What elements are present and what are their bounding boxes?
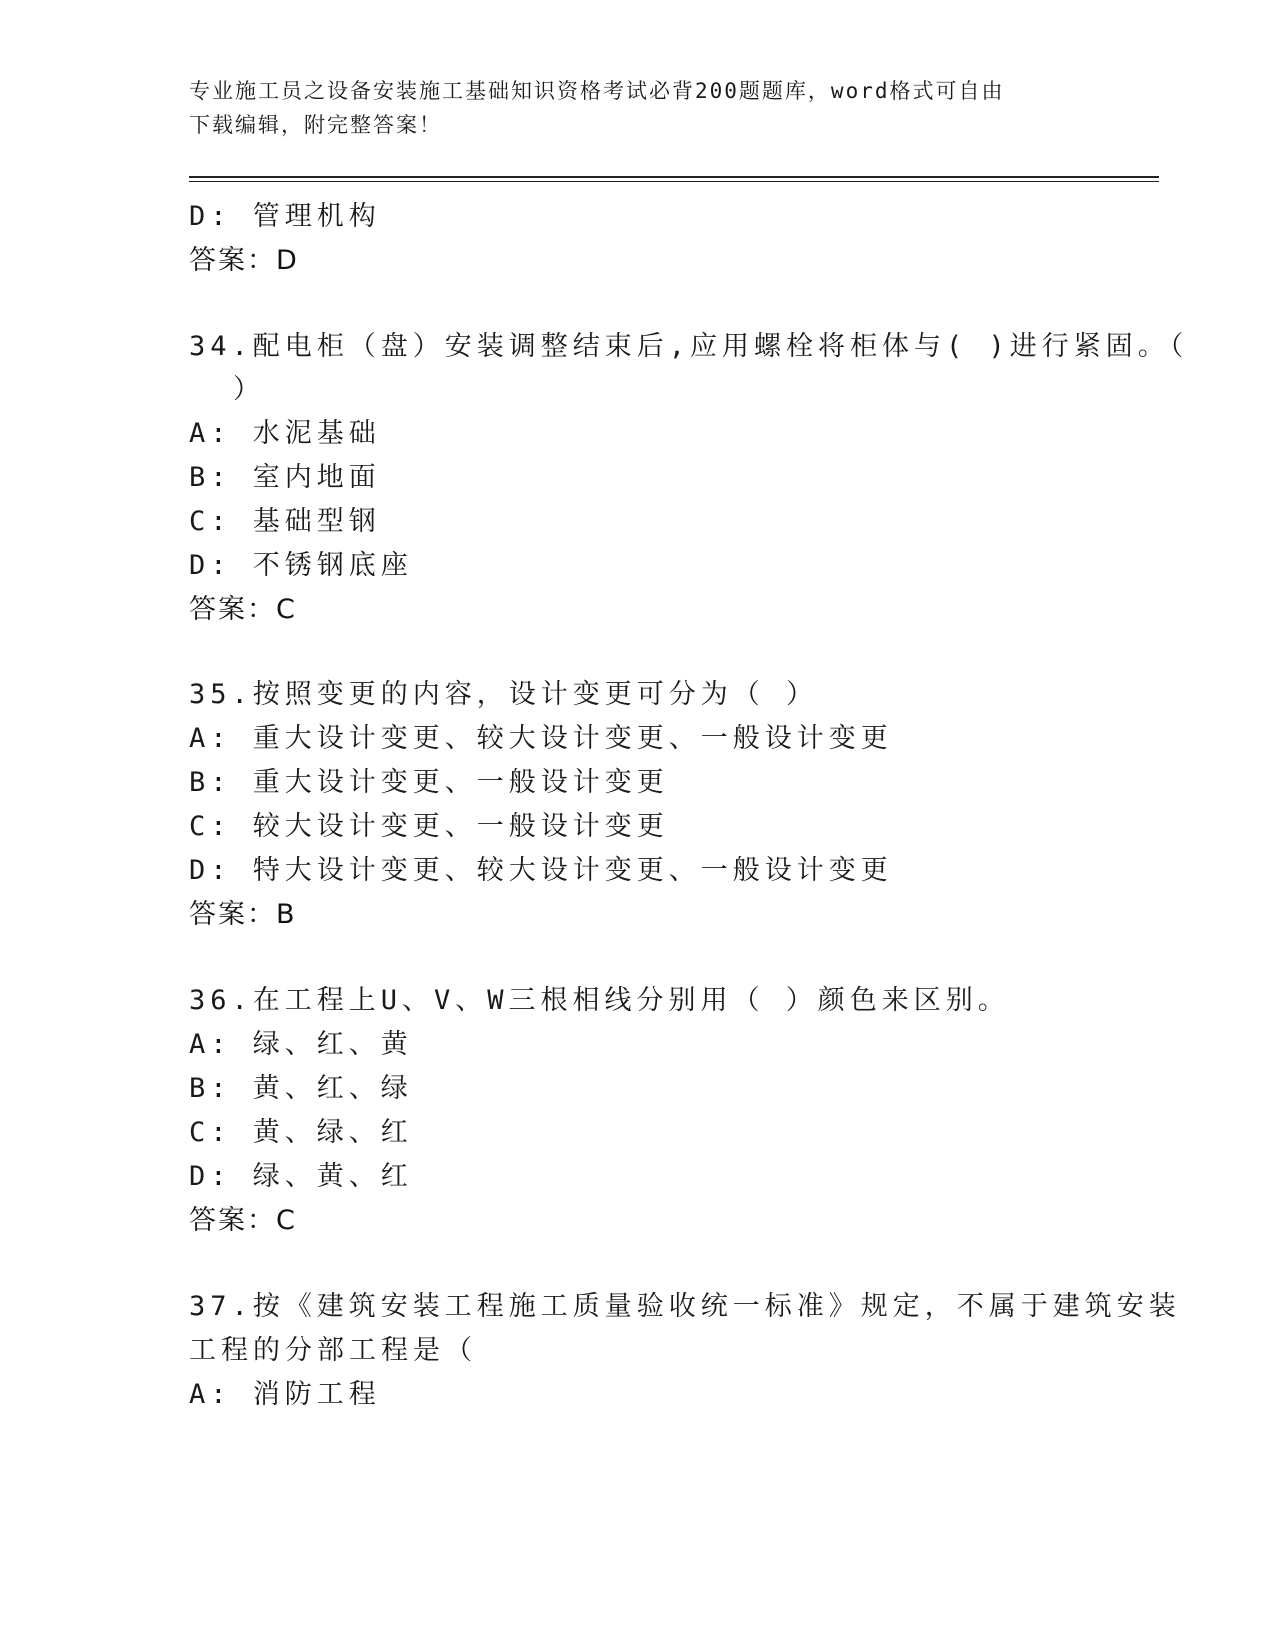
q36-option-a: A: 绿、红、黄 — [189, 1029, 413, 1060]
q35-option-c: C: 较大设计变更、一般设计变更 — [189, 811, 669, 842]
q35-stem: 35.按照变更的内容，设计变更可分为（ ） — [189, 679, 819, 710]
q34-answer: 答案：C — [189, 594, 297, 625]
q34-stem-line-2: ） — [233, 374, 265, 405]
q37-option-a: A: 消防工程 — [189, 1379, 381, 1410]
q34-option-c: C: 基础型钢 — [189, 506, 381, 537]
prev-option-d: D: 管理机构 — [189, 201, 381, 232]
q37-stem-line-1: 37.按《建筑安装工程施工质量验收统一标准》规定，不属于建筑安装 — [189, 1291, 1181, 1322]
q35-option-a: A: 重大设计变更、较大设计变更、一般设计变更 — [189, 723, 893, 754]
q35-option-b: B: 重大设计变更、一般设计变更 — [189, 767, 669, 798]
q37-stem-line-2: 工程的分部工程是（ — [189, 1335, 477, 1366]
prev-answer: 答案：D — [189, 245, 299, 276]
header-line-1: 专业施工员之设备安装施工基础知识资格考试必背200题题库，word格式可自由 — [189, 79, 1005, 103]
q34-option-a: A: 水泥基础 — [189, 418, 381, 449]
q36-option-d: D: 绿、黄、红 — [189, 1161, 413, 1192]
q34-stem-line-1: 34.配电柜（盘）安装调整结束后,应用螺栓将柜体与( )进行紧固。（ — [189, 331, 1189, 362]
q35-option-d: D: 特大设计变更、较大设计变更、一般设计变更 — [189, 855, 893, 886]
q36-option-b: B: 黄、红、绿 — [189, 1073, 413, 1104]
header-line-2: 下载编辑，附完整答案！ — [189, 113, 442, 137]
header-divider-thin — [189, 181, 1159, 182]
document-header — [189, 74, 1089, 142]
q36-answer: 答案：C — [189, 1205, 297, 1236]
q36-stem: 36.在工程上U、V、W三根相线分别用（ ）颜色来区别。 — [189, 985, 1010, 1016]
q36-option-c: C: 黄、绿、红 — [189, 1117, 413, 1148]
q34-option-b: B: 室内地面 — [189, 462, 381, 493]
q34-option-d: D: 不锈钢底座 — [189, 550, 413, 581]
header-divider-thick — [189, 176, 1159, 178]
q35-answer: 答案：B — [189, 899, 297, 930]
